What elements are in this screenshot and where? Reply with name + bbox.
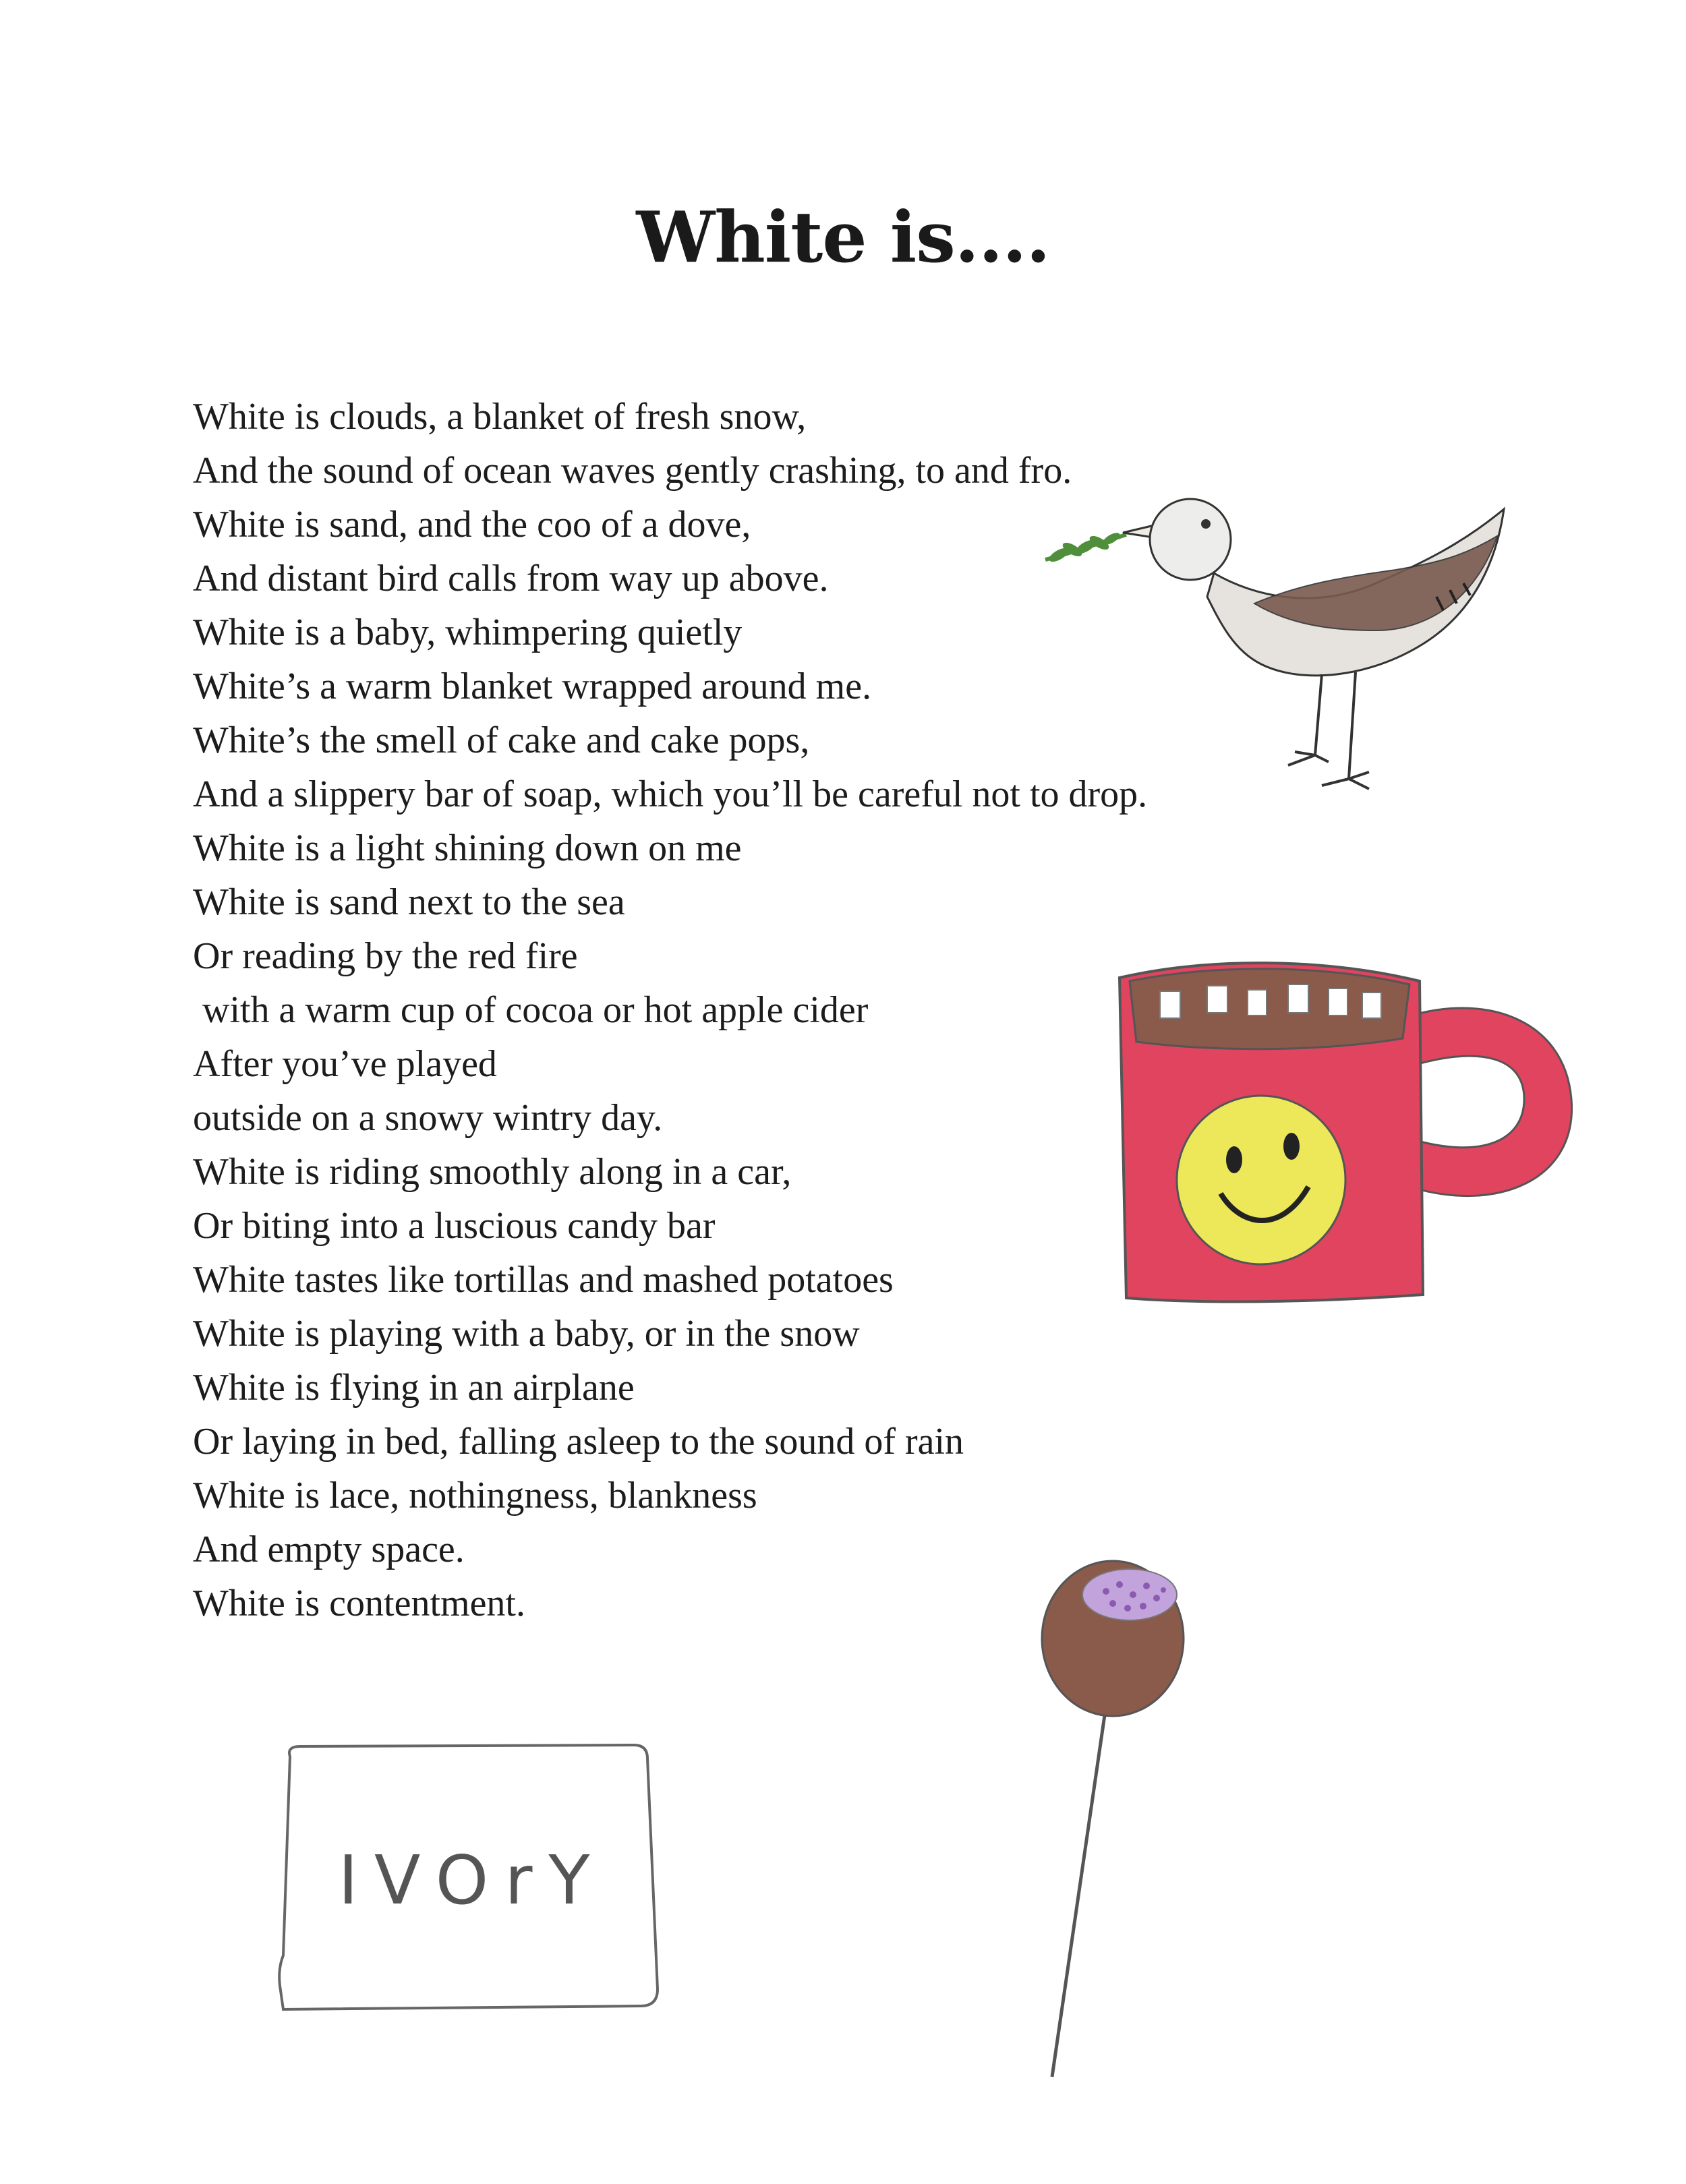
mug-handle [1403, 1008, 1572, 1196]
poem-line: White is clouds, a blanket of fresh snow, [193, 396, 807, 438]
poem-line: White’s the smell of cake and cake pops, [193, 719, 810, 761]
poem-line: Or laying in bed, falling asleep to the sound of rain [193, 1421, 964, 1463]
page-title: White is.... [636, 196, 1050, 278]
poem-line: Or biting into a luscious candy bar [193, 1205, 716, 1247]
cake-pop-drawing-icon [1012, 1544, 1227, 2084]
poem-line: with a warm cup of cocoa or hot apple cider [193, 989, 869, 1031]
smiley-face [1177, 1096, 1345, 1264]
smiley-eye-right [1283, 1133, 1300, 1160]
soap-bar-drawing-icon [270, 1740, 674, 2030]
poem-line: And the sound of ocean waves gently crashing, to and fro. [193, 450, 1072, 492]
poem-line: White’s a warm blanket wrapped around me. [193, 666, 872, 707]
poem-line: After you’ve played [193, 1043, 497, 1085]
eye [1201, 519, 1211, 529]
soap-label: IVOrY [338, 1841, 606, 1920]
head [1150, 499, 1231, 580]
dove-drawing-icon [1032, 496, 1517, 819]
cocoa-mug-drawing-icon [1106, 944, 1619, 1322]
poem-line: outside on a snowy wintry day. [193, 1097, 663, 1139]
poem-line: Or reading by the red fire [193, 935, 578, 977]
poem-line: White is contentment. [193, 1583, 525, 1624]
poem-line: White tastes like tortillas and mashed potatoes [193, 1259, 894, 1301]
dove-drawing-icon [1032, 496, 1517, 819]
poem-line: White is sand, and the coo of a dove, [193, 504, 751, 545]
poem-line: White is riding smoothly along in a car, [193, 1151, 792, 1193]
poem-line: And distant bird calls from way up above. [193, 558, 829, 599]
poem-line: White is sand next to the sea [193, 881, 625, 923]
cocoa-mug-drawing-icon [1106, 944, 1619, 1322]
leaves [1047, 531, 1122, 564]
legs [1288, 672, 1369, 789]
smiley-eye-left [1226, 1146, 1242, 1173]
poem-line: And empty space. [193, 1529, 465, 1570]
poem-line: White is lace, nothingness, blankness [193, 1475, 757, 1516]
poem-line: White is playing with a baby, or in the snow [193, 1313, 860, 1355]
poem-line: White is flying in an airplane [193, 1367, 635, 1409]
cake-pop-drawing-icon [1012, 1544, 1227, 2084]
poem-line: And a slippery bar of soap, which you’ll be careful not to drop. [193, 773, 1148, 815]
cake-pop-stick [1052, 1706, 1106, 2077]
poem-line: White is a baby, whimpering quietly [193, 612, 743, 653]
poem-line: White is a light shining down on me [193, 827, 742, 869]
